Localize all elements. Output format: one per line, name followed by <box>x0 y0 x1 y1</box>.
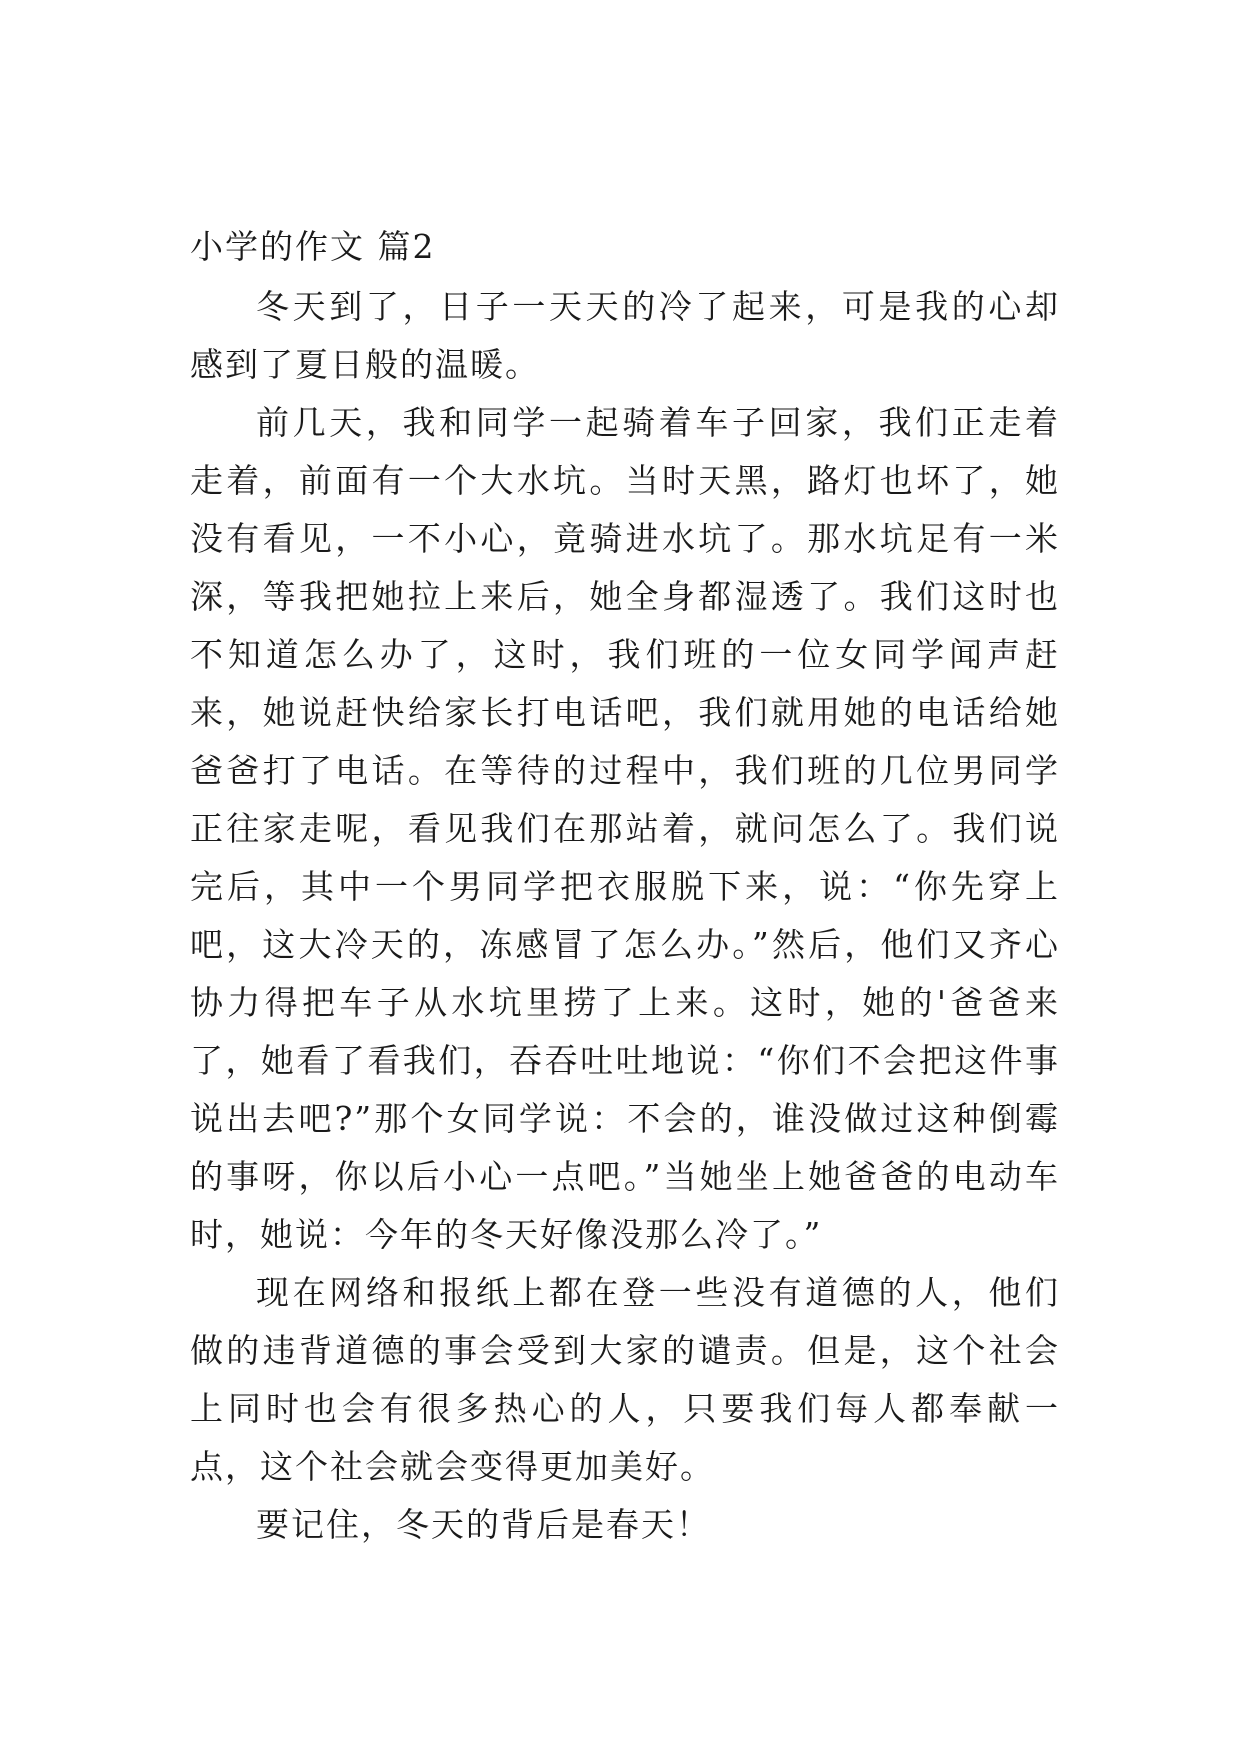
document-body <box>190 222 1060 1554</box>
paragraph-1: 冬天到了，日子一天天的冷了起来，可是我的心却感到了夏日般的温暖。 <box>190 287 1060 384</box>
paragraph-3: 现在网络和报纸上都在登一些没有道德的人，他们做的违背道德的事会受到大家的谴责。但是，这个社会上同时也会有很多热心的人，只要我们每人都奉献一点，这个社会就会变得更加美好。 <box>190 1273 1060 1486</box>
document-title: 小学的作文 篇2 <box>190 227 436 266</box>
paragraph-2: 前几天，我和同学一起骑着车子回家，我们正走着走着，前面有一个大水坑。当时天黑，路灯也坏了，她没有看见，一不小心，竟骑进水坑了。那水坑足有一米深，等我把她拉上来后，她全身都湿透了。我们这时也不知道怎么办了，这时，我们班的一位女同学闻声赶来，她说赶快给家长打电话吧，我们就用她的电话给她爸爸打了电话。在等待的过程中，我们班的几位男同学正往家走呢，看见我们在那站着，就问怎么了。我们说完后，其中一个男同学把衣服脱下来，说：“你先穿上吧，这大冷天的，冻感冒了怎么办。”然后，他们又齐心协力得把车子从水坑里捞了上来。这时，她的'爸爸来了，她看了看我们，吞吞吐吐地说：“你们不会把这件事说出去吧?”那个女同学说：不会的，谁没做过这种倒霉的事呀，你以后小心一点吧。”当她坐上她爸爸的电动车时，她说：今年的冬天好像没那么冷了。” <box>190 403 1060 1254</box>
paragraph-4: 要记住，冬天的背后是春天！ <box>256 1505 711 1544</box>
